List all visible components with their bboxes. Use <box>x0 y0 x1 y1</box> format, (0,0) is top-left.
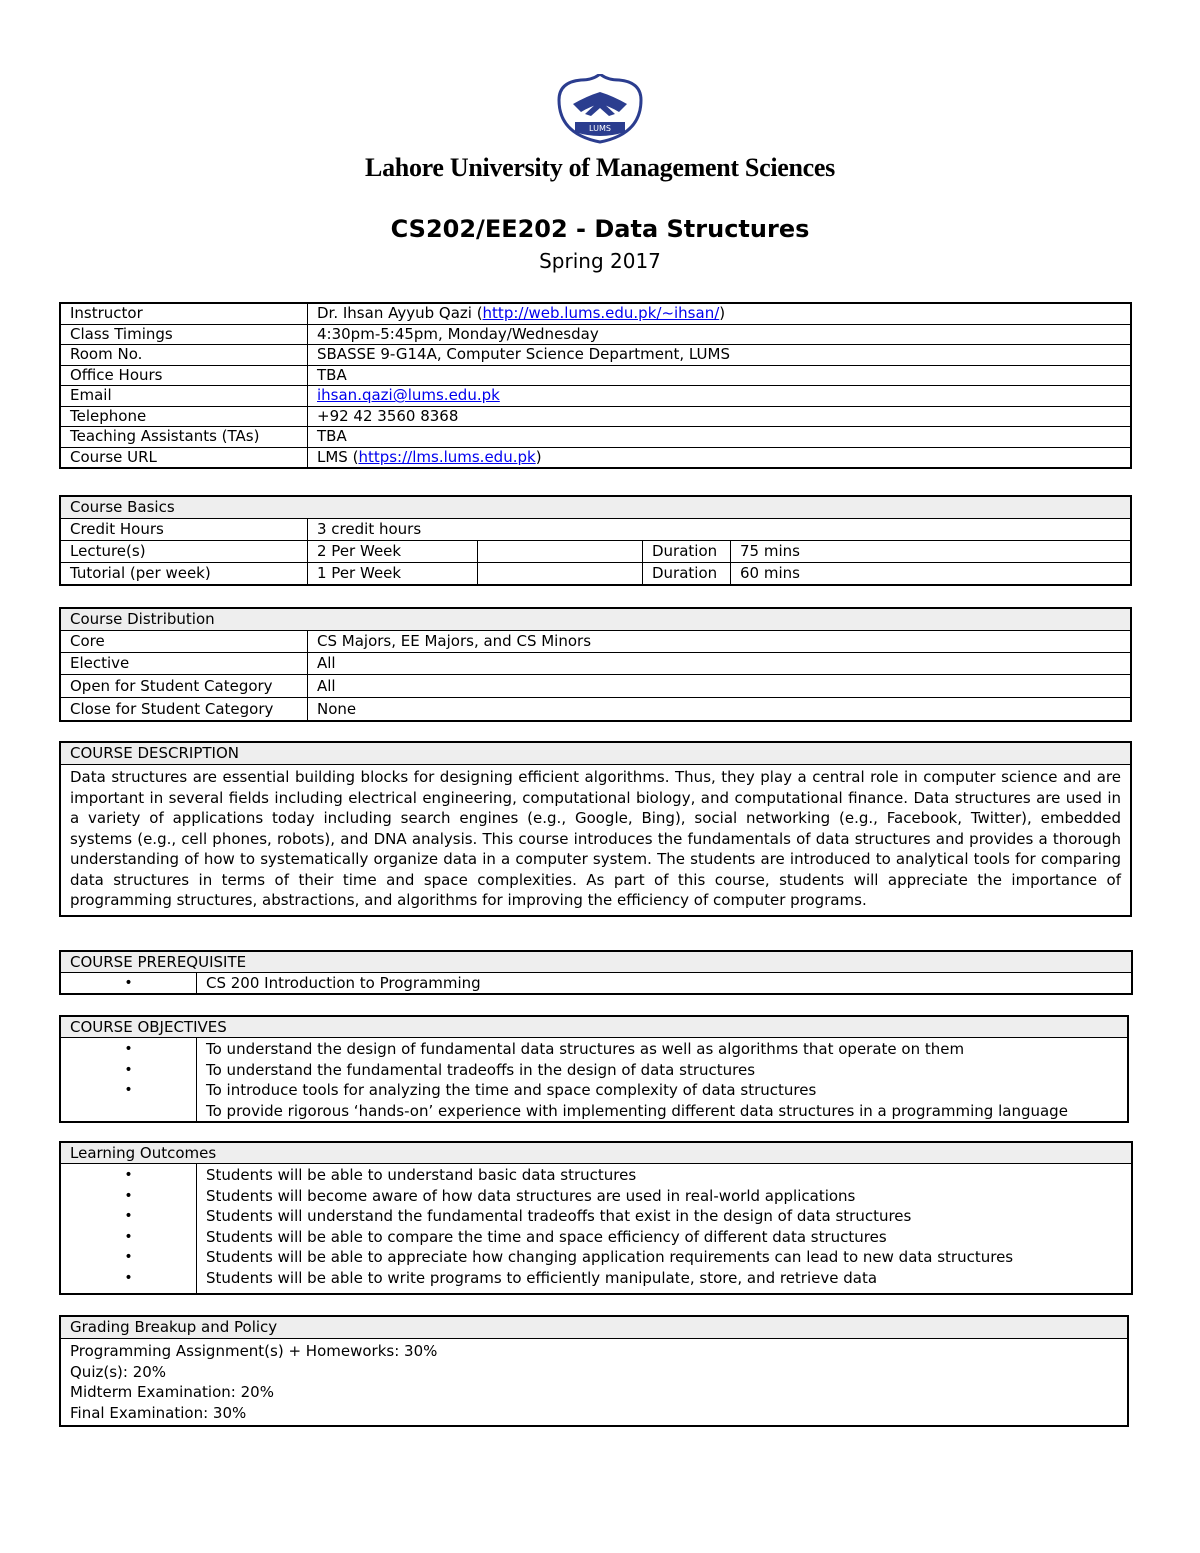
info-row-telephone <box>61 406 1131 427</box>
distribution-value: All <box>308 653 1131 675</box>
info-row-room <box>61 345 1131 366</box>
course-title: CS202/EE202 - Data Structures <box>390 215 810 243</box>
lums-logo <box>553 74 647 144</box>
course-distribution-table <box>60 608 1131 721</box>
section-title: COURSE OBJECTIVES <box>61 1017 1128 1038</box>
info-label: Teaching Assistants (TAs) <box>61 427 308 448</box>
duration-value: 60 mins <box>731 563 1131 585</box>
bullet: • <box>124 1167 133 1183</box>
distribution-row <box>61 631 1131 653</box>
bullet: • <box>124 1269 133 1286</box>
distribution-label: Elective <box>61 653 308 675</box>
info-label: Office Hours <box>61 365 308 386</box>
info-row-class-timings <box>61 324 1131 345</box>
email-link[interactable]: ihsan.qazi@lums.edu.pk <box>317 386 500 405</box>
basics-value: 2 Per Week <box>308 541 478 563</box>
basics-label: Tutorial (per week) <box>61 563 308 585</box>
course-objectives-table <box>60 1016 1128 1122</box>
info-row-course-url <box>61 447 1131 468</box>
info-label: Email <box>61 386 308 407</box>
info-row-email <box>61 386 1131 407</box>
bullet: • <box>124 1208 133 1224</box>
info-row-tas <box>61 427 1131 448</box>
distribution-value: CS Majors, EE Majors, and CS Minors <box>308 631 1131 653</box>
course-basics-header <box>61 497 1131 519</box>
objective-item: To provide rigorous ‘hands-on’ experience with implementing different data structures in a programming language <box>206 1101 1068 1120</box>
outcome-item: Students will be able to understand basic data structures <box>206 1166 637 1184</box>
basics-row-lecture <box>61 541 1131 563</box>
outcome-item: Students will become aware of how data structures are used in real-world applications <box>206 1186 856 1205</box>
basics-row-tutorial <box>61 563 1131 585</box>
distribution-row <box>61 653 1131 675</box>
prerequisite-text: CS 200 Introduction to Programming <box>197 973 1132 994</box>
bullet: • <box>124 1082 133 1098</box>
instructor-homepage-link[interactable]: http://web.lums.edu.pk/~ihsan/ <box>482 304 720 323</box>
bullet: • <box>124 1061 133 1078</box>
distribution-label: Close for Student Category <box>61 698 308 721</box>
outcome-item: Students will be able to write programs to efficiently manipulate, store, and retrieve data <box>206 1268 878 1287</box>
bullet: • <box>124 1228 133 1245</box>
basics-empty-cell <box>478 541 643 563</box>
distribution-row <box>61 698 1131 721</box>
outcomes-list <box>197 1164 1132 1294</box>
distribution-label: Core <box>61 631 308 653</box>
course-description-body <box>61 765 1131 916</box>
objective-item: To understand the design of fundamental data structures as well as algorithms that operate on them <box>206 1040 965 1058</box>
bullet: • <box>124 1041 133 1057</box>
grading-item: Quiz(s): 20% <box>70 1362 167 1381</box>
info-value: LMS (https://lms.lums.edu.pk) <box>308 447 1131 468</box>
course-basics-table <box>60 496 1131 585</box>
info-value: Dr. Ihsan Ayyub Qazi (http://web.lums.edu.pk/~ihsan/) <box>308 304 1131 325</box>
logo-text: LUMS <box>589 124 611 133</box>
distribution-value: None <box>308 698 1131 721</box>
info-label: Course URL <box>61 447 308 468</box>
bullet: • <box>124 1249 133 1265</box>
outcomes-bullets <box>61 1164 197 1294</box>
grading-header <box>61 1317 1128 1339</box>
objectives-body <box>61 1038 1128 1122</box>
course-description-table <box>60 742 1131 916</box>
objective-item: To introduce tools for analyzing the time and space complexity of data structures <box>206 1081 817 1099</box>
lms-link[interactable]: https://lms.lums.edu.pk <box>358 447 536 466</box>
course-distribution-header <box>61 609 1131 631</box>
info-value <box>308 386 1131 407</box>
info-row-office-hours <box>61 365 1131 386</box>
prerequisite-item <box>61 973 1132 994</box>
basics-label: Lecture(s) <box>61 541 308 563</box>
section-title: Learning Outcomes <box>61 1143 1132 1164</box>
info-value: SBASSE 9-G14A, Computer Science Department, LUMS <box>308 345 1131 366</box>
university-name: Lahore University of Management Sciences <box>365 153 835 182</box>
objectives-bullets <box>61 1038 197 1122</box>
duration-label: Duration <box>643 541 731 563</box>
course-description-text: Data structures are essential building blocks for designing efficient algorithms. Thus, they play a central role in computer science and are important in several fields including electrical engineering, computational biology, and computational finance. Data structures are used in a variety of applications today including search engines (e.g., Google, Bing), social networking (e.g., Facebook, Twitter), embedded systems (e.g., cell phones, robots), and DNA analysis. This course introduces the fundamentals of data structures and provides a thorough understanding of how to systematically organize data in a computer system. The students are introduced to analytical tools for comparing data structures in terms of their time and space complexities. As part of this course, students will appreciate the importance of programming structures, abstractions, and algorithms for improving the efficiency of computer programs. <box>61 765 1131 916</box>
course-prerequisite-header <box>61 952 1132 973</box>
grading-item: Midterm Examination: 20% <box>70 1383 274 1401</box>
distribution-value: All <box>308 675 1131 698</box>
info-label: Room No. <box>61 345 308 366</box>
distribution-row <box>61 675 1131 698</box>
info-value: TBA <box>308 365 1131 386</box>
info-label: Instructor <box>61 304 308 325</box>
course-objectives-header <box>61 1017 1128 1038</box>
bullet: • <box>61 973 197 994</box>
info-value: 4:30pm-5:45pm, Monday/Wednesday <box>308 324 1131 345</box>
info-label: Telephone <box>61 406 308 427</box>
info-value: TBA <box>308 427 1131 448</box>
course-term: Spring 2017 <box>539 249 661 273</box>
outcome-item: Students will understand the fundamental tradeoffs that exist in the design of data structures <box>206 1207 912 1225</box>
duration-value: 75 mins <box>731 541 1131 563</box>
section-title: Course Distribution <box>61 609 1131 631</box>
objective-item: To understand the fundamental tradeoffs in the design of data structures <box>206 1060 756 1079</box>
bullet: • <box>124 1187 133 1204</box>
grading-list <box>61 1339 1128 1426</box>
basics-label: Credit Hours <box>61 519 308 541</box>
basics-value: 3 credit hours <box>308 519 1131 541</box>
section-title: Course Basics <box>61 497 1131 519</box>
duration-label: Duration <box>643 563 731 585</box>
info-row-instructor <box>61 304 1131 325</box>
grading-item: Final Examination: 30% <box>70 1403 247 1422</box>
basics-value: 1 Per Week <box>308 563 478 585</box>
outcome-item: Students will be able to compare the time and space efficiency of different data structures <box>206 1227 887 1246</box>
section-title: COURSE DESCRIPTION <box>61 743 1131 765</box>
section-title: Grading Breakup and Policy <box>61 1317 1128 1339</box>
info-label: Class Timings <box>61 324 308 345</box>
basics-row-credit <box>61 519 1131 541</box>
course-prerequisite-table <box>60 951 1132 994</box>
course-description-header <box>61 743 1131 765</box>
learning-outcomes-table <box>60 1142 1132 1294</box>
objectives-list <box>197 1038 1128 1122</box>
distribution-label: Open for Student Category <box>61 675 308 698</box>
basics-empty-cell <box>478 563 643 585</box>
grading-table <box>60 1316 1128 1426</box>
outcomes-body <box>61 1164 1132 1294</box>
grading-item: Programming Assignment(s) + Homeworks: 30% <box>70 1342 438 1360</box>
section-title: COURSE PREREQUISITE <box>61 952 1132 973</box>
info-value: +92 42 3560 8368 <box>308 406 1131 427</box>
grading-body <box>61 1339 1128 1426</box>
info-table <box>60 303 1131 468</box>
outcome-item: Students will be able to appreciate how changing application requirements can lead to new data structures <box>206 1248 1014 1266</box>
learning-outcomes-header <box>61 1143 1132 1164</box>
